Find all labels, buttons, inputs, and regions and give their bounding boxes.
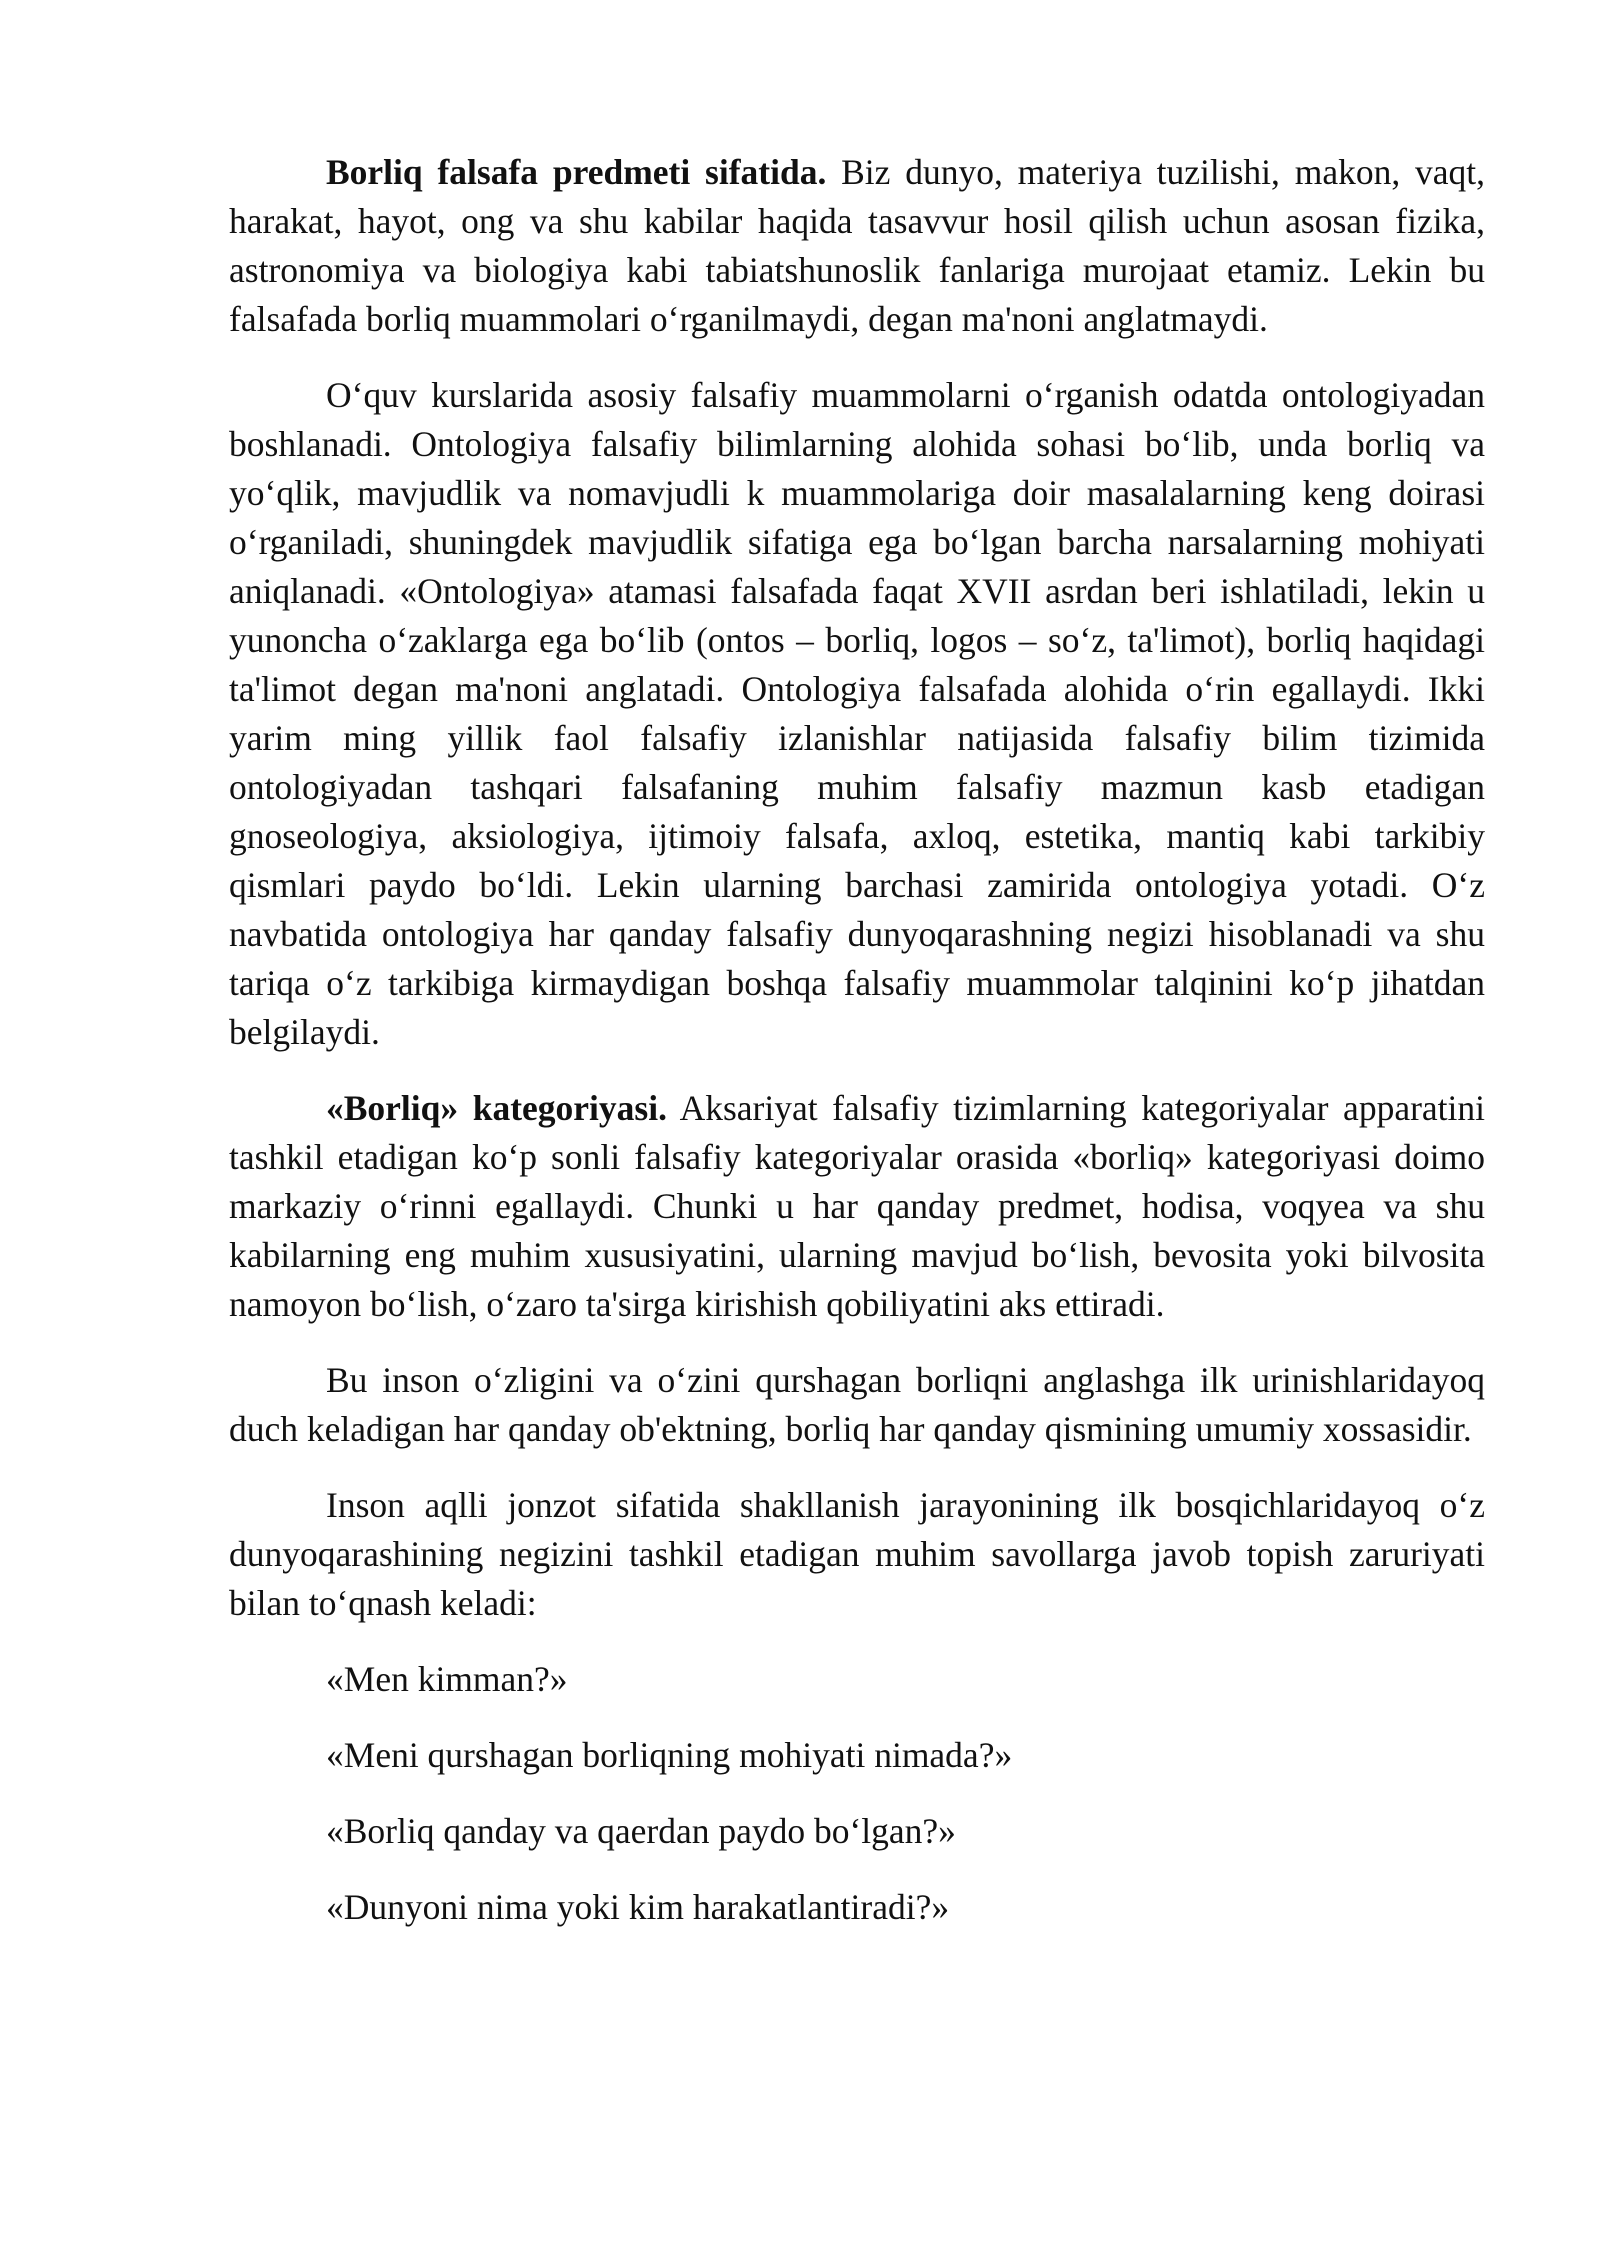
paragraph-text: Bu inson o‘zligini va o‘zini qurshagan borliqni anglashga ilk urinishlaridayoq duch keladigan har qanday ob'ektning, borliq har qanday qismining umumiy xossasidir. [229,1360,1485,1449]
paragraph-text: Inson aqlli jonzot sifatida shakllanish jarayonining ilk bosqichlaridayoq o‘z dunyoqarashining negizini tashkil etadigan muhim savollarga javob topish zaruriyati bilan to‘qnash keladi: [229,1485,1485,1623]
paragraph-heading: Borliq falsafa predmeti sifatida. [326,152,827,192]
paragraph-umumiy-xossa [229,1356,1485,1454]
paragraph-text: Aksariyat falsafiy tizimlarning kategoriyalar apparatini tashkil etadigan ko‘p sonli falsafiy kategoriyalar orasida «borliq» kategoriyasi doimo markaziy o‘rinni egallaydi. Chunki u har qanday predmet, hodisa, voqyea va shu kabilarning eng muhim xususiyatini, ularning mavjud bo‘lish, bevosita yoki bilvosita namoyon bo‘lish, o‘zaro ta'sirga kirishish qobiliyatini aks ettiradi. [229,1088,1485,1324]
question-item: «Dunyoni nima yoki kim harakatlantiradi?» [326,1887,950,1927]
paragraph-inson-aqlli [229,1481,1485,1628]
paragraph-heading: «Borliq» kategoriyasi. [326,1088,667,1128]
paragraph-text: Biz dunyo, materiya tuzilishi, makon, vaqt, harakat, hayot, ong va shu kabilar haqida tasavvur hosil qilish uchun asosan fizika, astronomiya va biologiya kabi tabiatshunoslik fanlariga murojaat etamiz. Lekin bu falsafada borliq muammolari o‘rganilmaydi, degan ma'noni anglatmaydi. [229,152,1486,339]
question-item: «Meni qurshagan borliqning mohiyati nimada?» [326,1735,1013,1775]
paragraph-borliq-kategoriyasi [229,1084,1485,1329]
paragraph-text: O‘quv kurslarida asosiy falsafiy muammolarni o‘rganish odatda ontologiyadan boshlanadi. Ontologiya falsafiy bilimlarning alohida sohasi bo‘lib, unda borliq va yo‘qlik, mavjudlik va nomavjudli k muammolariga doir masalalarning keng doirasi o‘rganiladi, shuningdek mavjudlik sifatiga ega bo‘lgan barcha narsalarning mohiyati aniqlanadi. «Ontologiya» atamasi falsafada faqat XVII asrdan beri ishlatiladi, lekin u yunoncha o‘zaklarga ega bo‘lib (ontos – borliq, logos – so‘z, ta'limot), borliq haqidagi ta'limot degan ma'noni anglatadi. Ontologiya falsafada alohida o‘rin egallaydi. Ikki yarim ming yillik faol falsafiy izlanishlar natijasida falsafiy bilim tizimida ontologiyadan tashqari falsafaning muhim falsafiy mazmun kasb etadigan gnoseologiya, aksiologiya, ijtimoiy falsafa, axloq, estetika, mantiq kabi tarkibiy qismlari paydo bo‘ldi. Lekin ularning barchasi zamirida ontologiya yotadi. O‘z navbatida ontologiya har qanday falsafiy dunyoqarashning negizi hisoblanadi va shu tariqa o‘z tarkibiga kirmaydigan boshqa falsafiy muammolar talqinini ko‘p jihatdan belgilaydi. [229,375,1485,1052]
document-page [229,148,1485,1959]
question-item: «Borliq qanday va qaerdan paydo bo‘lgan?» [326,1811,956,1851]
question-list [229,1655,1485,1932]
paragraph-ontologiya [229,371,1485,1057]
question-item: «Men kimman?» [326,1659,568,1699]
paragraph-borliq-predmet [229,148,1485,344]
